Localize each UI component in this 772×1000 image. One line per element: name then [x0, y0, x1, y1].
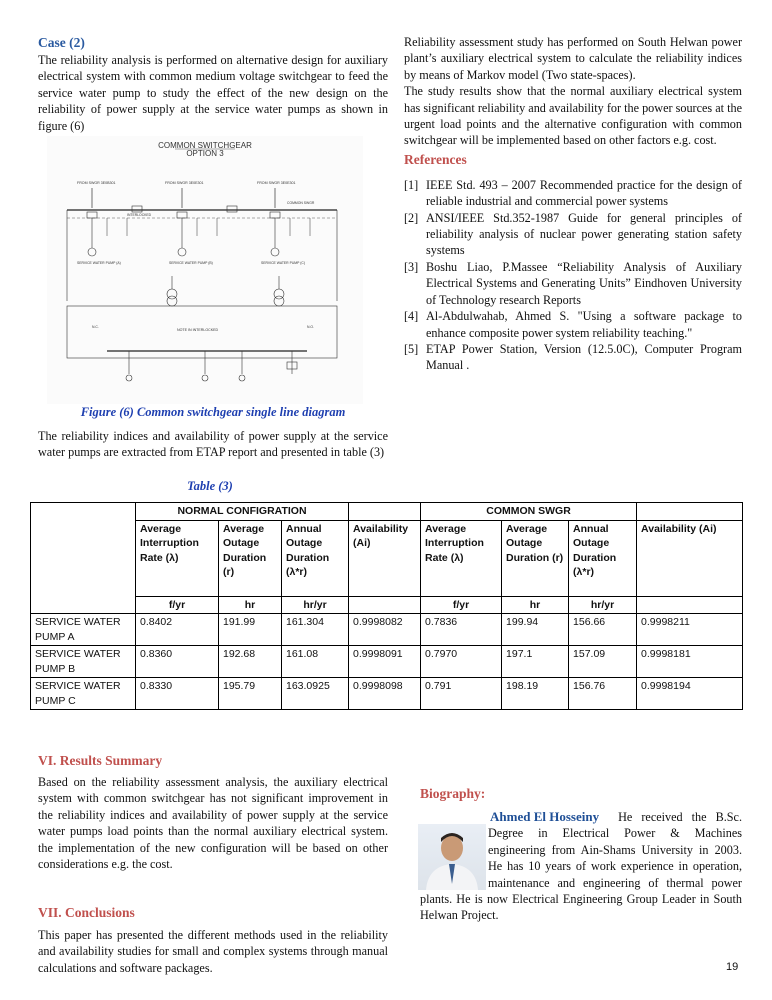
study-paragraph-1: Reliability assessment study has performed on South Helwan power plant’s auxiliary electrical system to calculate the reliability indices by means of Markov model (Two state-spaces). [404, 35, 742, 82]
table-cell: 156.66 [569, 614, 637, 646]
table-cell: 0.8360 [136, 646, 219, 678]
reference-item [404, 210, 742, 259]
reference-text: ETAP Power Station, Version (12.5.0C), Computer Program Manual . [426, 341, 742, 373]
row-label: SERVICE WATER PUMP B [31, 646, 136, 678]
reference-text: ANSI/IEEE Std.352-1987 Guide for general principles of reliability analysis of nuclear power generating station safety systems [426, 210, 742, 258]
author-name: Ahmed El Hosseiny [490, 809, 600, 824]
results-table-wrap [30, 502, 742, 710]
reference-number: [4] [404, 309, 419, 324]
col-header: Annual Outage Duration (λ*r) [282, 520, 349, 596]
reference-item [404, 259, 742, 308]
column-header-row [31, 520, 743, 596]
conclusions-section [38, 904, 388, 976]
col-header: Average Outage Duration (r) [219, 520, 282, 596]
reference-text: Boshu Liao, P.Massee “Reliability Analysis of Auxiliary Electrical Systems and Generating Units” Eindhoven University of Technology research Reports [426, 259, 742, 307]
extract-paragraph: The reliability indices and availability of power supply at the service water pumps are extracted from ETAP report and presented in table (3) [38, 429, 388, 460]
table-cell: 192.68 [219, 646, 282, 678]
reference-text: Al-Abdulwahab, Ahmed S. "Using a software package to enhance composite power system reliability teaching." [426, 309, 742, 340]
unit-cell [349, 596, 421, 614]
single-line-diagram [47, 136, 363, 404]
results-table [30, 502, 743, 710]
right-column [404, 34, 742, 374]
table-cell: 161.304 [282, 614, 349, 646]
case-section [38, 34, 388, 134]
reference-number: [1] [404, 177, 419, 192]
table-row [31, 678, 743, 710]
empty-group-cell [637, 503, 743, 521]
pump-b-label: SERVICE WATER PUMP (B) [169, 261, 213, 265]
table-cell: 0.9998211 [637, 614, 743, 646]
biography-text: He received the B.Sc. Degree in Electrical Power & Machines engineering from Ain-Shams University in 2003. He has 10 years of work experience in operation, maintenance and engineering of thermal power plants. He is now Electrical Engineering Group Leader in South Helwan Project. [420, 810, 743, 923]
references-list [404, 177, 742, 374]
empty-group-cell [349, 503, 421, 521]
page-number: 19 [726, 961, 739, 973]
diagram-svg [47, 136, 363, 404]
table-row [31, 614, 743, 646]
reference-number: [3] [404, 259, 419, 274]
from-label-1: FROM SWGR 3E0B301 [77, 181, 116, 185]
reference-text: IEEE Std. 493 – 2007 Recommended practice for the design of reliable industrial and commercial power systems [426, 177, 742, 209]
table-cell: 0.8402 [136, 614, 219, 646]
references-heading: References [404, 151, 467, 167]
table-cell: 195.79 [219, 678, 282, 710]
photo-float-spacer [420, 809, 488, 891]
table-cell: 161.08 [282, 646, 349, 678]
col-header: Average Interruption Rate (λ) [136, 520, 219, 596]
biography-heading: Biography: [420, 786, 486, 801]
table-cell: 0.7836 [421, 614, 502, 646]
unit-cell: hr [502, 596, 569, 614]
from-label-2: FROM SWGR 3E0E301 [165, 181, 204, 185]
results-section [38, 752, 388, 872]
table-cell: 197.1 [502, 646, 569, 678]
note-label: NOTE IN INTERLOCKED [177, 328, 219, 332]
normal-config-header: NORMAL CONFIGRATION [136, 503, 349, 521]
table-cell: 0.9998091 [349, 646, 421, 678]
case-paragraph: The reliability analysis is performed on alternative design for auxiliary electrical system with common medium voltage switchgear to feed the service water pump to study the effect of the new design on the reliability of power supply at the service water pumps as shown in figure (6) [38, 53, 388, 133]
from-label-3: FROM SWGR 3E0E301 [257, 181, 296, 185]
table-row [31, 646, 743, 678]
case-heading: Case (2) [38, 35, 85, 50]
unit-cell [637, 596, 743, 614]
unit-cell: f/yr [136, 596, 219, 614]
figure-caption: Figure (6) Common switchgear single line diagram [80, 405, 346, 419]
diagram-title-1: COMMON SWITCHGEAR [158, 141, 252, 150]
table-cell: 157.09 [569, 646, 637, 678]
group-header-row [31, 503, 743, 521]
diagram-title-2: OPTION 3 [186, 149, 224, 158]
nc-label: N.C. [92, 325, 99, 329]
reference-number: [2] [404, 210, 419, 225]
conclusions-heading: VII. Conclusions [38, 905, 135, 920]
col-header: Availability (Ai) [349, 520, 421, 596]
unit-cell: f/yr [421, 596, 502, 614]
no-label: N.O. [307, 325, 314, 329]
table-cell: 0.9998082 [349, 614, 421, 646]
table-cell: 0.791 [421, 678, 502, 710]
empty-corner-cell [31, 503, 136, 614]
col-header: Availability (Ai) [637, 520, 743, 596]
study-paragraph-2: The study results show that the normal auxiliary electrical system has significant reliability and availability for the power sources at the urgent load points and the alternative configuration with common switchgear will be implemented based on other factors e.g. cost. [404, 84, 742, 148]
table-cell: 156.76 [569, 678, 637, 710]
row-label: SERVICE WATER PUMP A [31, 614, 136, 646]
pump-c-label: SERVICE WATER PUMP (C) [261, 261, 305, 265]
table-cell: 0.9998194 [637, 678, 743, 710]
unit-cell: hr [219, 596, 282, 614]
col-header: Average Interruption Rate (λ) [421, 520, 502, 596]
table-cell: 0.9998181 [637, 646, 743, 678]
pump-a-label: SERVICE WATER PUMP (A) [77, 261, 121, 265]
reference-item [404, 177, 742, 210]
col-header: Annual Outage Duration (λ*r) [569, 520, 637, 596]
common-swgr-header: COMMON SWGR [421, 503, 637, 521]
biography-paragraph-wrap [420, 809, 742, 924]
table-cell: 191.99 [219, 614, 282, 646]
table-cell: 199.94 [502, 614, 569, 646]
unit-cell: hr/yr [569, 596, 637, 614]
unit-cell: hr/yr [282, 596, 349, 614]
table-cell: 163.0925 [282, 678, 349, 710]
reference-number: [5] [404, 341, 419, 356]
reference-item [404, 341, 742, 374]
table-cell: 0.9998098 [349, 678, 421, 710]
table-caption: Table (3) [187, 479, 233, 493]
row-label: SERVICE WATER PUMP C [31, 678, 136, 710]
results-heading: VI. Results Summary [38, 753, 163, 768]
common-swgr-label: COMMON SWGR [287, 201, 315, 205]
table-cell: 0.8330 [136, 678, 219, 710]
table-cell: 198.19 [502, 678, 569, 710]
interlocked-label: INTERLOCKED [127, 213, 152, 217]
reference-item [404, 308, 742, 341]
col-header: Average Outage Duration (r) [502, 520, 569, 596]
table-cell: 0.7970 [421, 646, 502, 678]
units-row [31, 596, 743, 614]
results-paragraph: Based on the reliability assessment analysis, the auxiliary electrical system with common switchgear has not significant improvement in the reliability indices and availability of power supply at the service water pumps load points than the normal auxiliary electrical system. the implementation of the new configuration will be based on other considerations e.g. the cost. [38, 775, 388, 872]
conclusions-paragraph: This paper has presented the different methods used in the reliability and availability studies for small and complex systems through manual calculations and software packages. [38, 928, 388, 975]
